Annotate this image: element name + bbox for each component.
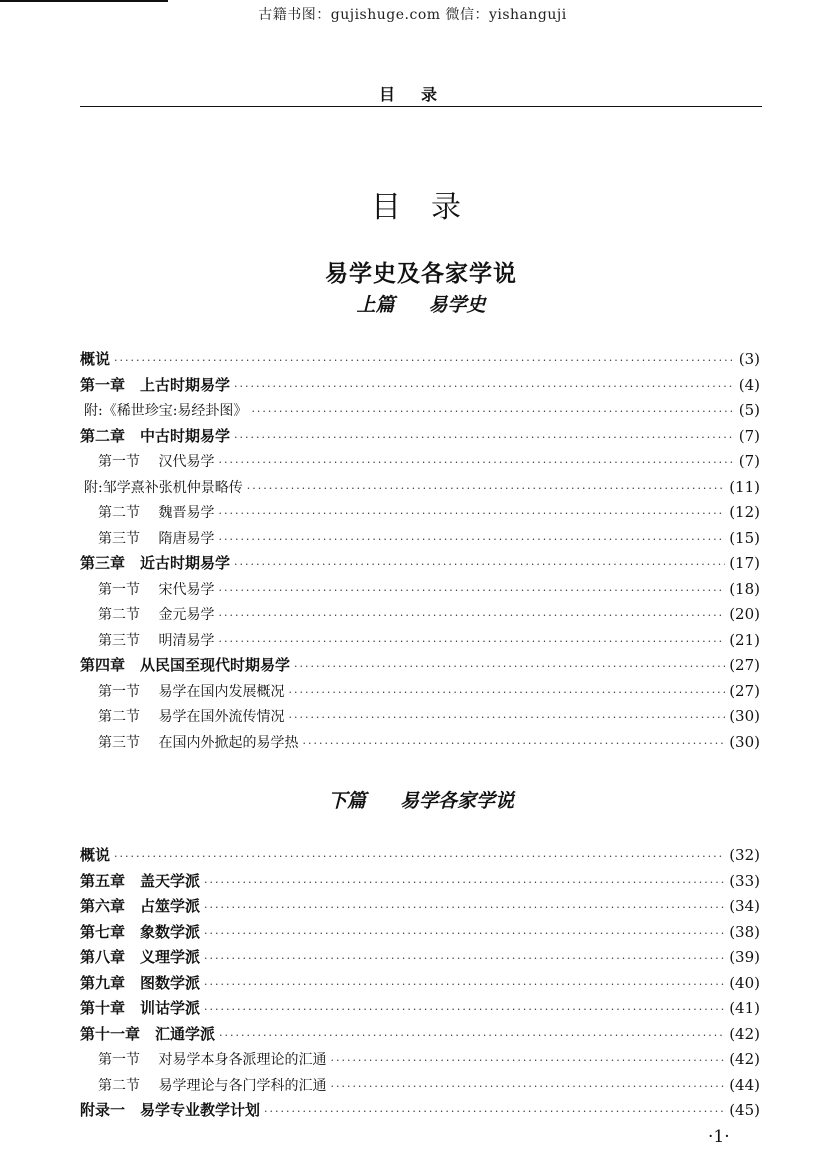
toc-entry-label: 概说 [80, 350, 111, 368]
dot-leader [288, 705, 725, 731]
toc-entry [80, 869, 760, 895]
toc-entry [80, 449, 760, 475]
toc-entry-page: (27) [729, 681, 760, 700]
toc-entry-page: (15) [729, 528, 760, 547]
top-edge-line [0, 0, 168, 2]
dot-leader [288, 680, 725, 706]
toc-entry [80, 628, 760, 654]
toc-entry-page: (42) [729, 1024, 760, 1043]
part2-name: 易学各家学说 [400, 790, 515, 812]
toc-part2 [80, 843, 760, 1124]
dot-leader [114, 348, 735, 374]
toc-entry [80, 996, 760, 1022]
dot-leader [264, 1099, 725, 1125]
toc-entry-label: 第一节 宋代易学 [98, 581, 215, 598]
toc-entry-page: (4) [738, 375, 760, 394]
part1-label: 上篇 [356, 294, 395, 316]
toc-entry-label: 第四章 从民国至现代时期易学 [80, 656, 291, 674]
toc-entry-label: 第二节 易学理论与各门学科的汇通 [98, 1077, 327, 1094]
toc-entry-label: 第二节 魏晋易学 [98, 505, 215, 521]
toc-entry-label: 第一章 上古时期易学 [80, 375, 231, 394]
part2-title [80, 786, 762, 813]
toc-entry-page: (44) [729, 1075, 760, 1094]
toc-entry [80, 971, 760, 997]
toc-entry-label: 第十章 训诂学派 [80, 999, 201, 1017]
dot-leader [218, 450, 734, 476]
toc-entry-label: 附:《稀世珍宝:易经卦图》 [84, 403, 248, 419]
toc-entry-label: 第九章 图数学派 [80, 973, 201, 992]
toc-entry-page: (17) [729, 554, 760, 572]
toc-entry-label: 第一节 汉代易学 [98, 454, 215, 470]
dot-leader [294, 654, 725, 680]
toc-entry-page: (34) [729, 897, 760, 915]
toc-entry [80, 347, 760, 373]
toc-entry-label: 第三节 在国内外掀起的易学热 [98, 734, 299, 751]
toc-entry [80, 602, 760, 628]
toc-entry-label: 第六章 占筮学派 [80, 897, 201, 915]
toc-entry-page: (39) [729, 948, 760, 966]
toc-entry [80, 679, 760, 705]
toc-entry-page: (30) [729, 732, 760, 751]
toc-entry [80, 1022, 760, 1048]
toc-entry-label: 第一节 对易学本身各派理论的汇通 [98, 1052, 327, 1068]
toc-entry-page: (30) [729, 707, 760, 725]
toc-part1 [80, 347, 760, 755]
dot-leader [330, 1048, 725, 1074]
toc-entry-page: (18) [729, 579, 760, 598]
toc-entry-page: (38) [729, 922, 760, 941]
header-rule [80, 106, 762, 107]
dot-leader [204, 972, 725, 998]
toc-entry-page: (45) [729, 1101, 760, 1119]
toc-entry-page: (20) [729, 605, 760, 623]
toc-entry-label: 概说 [80, 846, 111, 864]
page-number: ·1· [708, 1127, 730, 1147]
toc-entry [80, 945, 760, 971]
toc-entry-label: 第七章 象数学派 [80, 922, 201, 941]
toc-entry [80, 920, 760, 946]
toc-entry [80, 894, 760, 920]
dot-leader [204, 946, 725, 972]
dot-leader [302, 731, 725, 757]
toc-entry-label: 第三节 隋唐易学 [98, 530, 215, 547]
toc-entry-page: (42) [729, 1050, 760, 1068]
toc-entry-page: (32) [729, 846, 760, 864]
toc-entry-page: (12) [729, 503, 760, 521]
dot-leader [247, 476, 725, 502]
dot-leader [114, 844, 725, 870]
toc-entry-page: (33) [729, 871, 760, 890]
toc-entry-label: 第一节 易学在国内发展概况 [98, 683, 285, 700]
dot-leader [218, 629, 725, 655]
toc-entry-label: 第三节 明清易学 [98, 632, 215, 649]
running-head: 目录 [378, 85, 463, 104]
toc-entry-page: (27) [729, 656, 760, 674]
dot-leader [234, 374, 735, 400]
toc-entry-label: 附录一 易学专业教学计划 [80, 1101, 261, 1119]
dot-leader [251, 399, 734, 425]
toc-entry [80, 551, 760, 577]
toc-entry [80, 577, 760, 603]
toc-entry [80, 424, 760, 450]
part1-title [80, 290, 762, 317]
dot-leader [330, 1074, 725, 1100]
toc-entry-label: 第二章 中古时期易学 [80, 426, 231, 445]
toc-entry-label: 第二节 易学在国外流传情况 [98, 709, 285, 725]
toc-entry [80, 843, 760, 869]
dot-leader [204, 895, 725, 921]
toc-entry-page: (5) [738, 401, 760, 419]
toc-entry [80, 1047, 760, 1073]
page-title: 目录 [371, 190, 491, 225]
dot-leader [218, 578, 725, 604]
dot-leader [204, 870, 725, 896]
dot-leader [204, 997, 725, 1023]
part1-name: 易学史 [428, 294, 486, 316]
toc-entry-label: 第三章 近古时期易学 [80, 554, 231, 572]
toc-entry-label: 第二节 金元易学 [98, 607, 215, 623]
dot-leader [219, 1023, 725, 1049]
toc-entry-label: 附:邹学熹补张机仲景略传 [84, 479, 243, 496]
toc-entry-page: (21) [729, 630, 760, 649]
toc-entry-page: (11) [729, 477, 760, 496]
toc-entry-page: (3) [738, 350, 760, 368]
toc-entry [80, 1073, 760, 1099]
dot-leader [204, 921, 725, 947]
toc-entry-label: 第八章 义理学派 [80, 948, 201, 966]
toc-entry-page: (7) [738, 426, 760, 445]
toc-entry-label: 第十一章 汇通学派 [80, 1024, 216, 1043]
dot-leader [234, 425, 735, 451]
toc-entry-page: (7) [738, 452, 760, 470]
toc-entry [80, 704, 760, 730]
dot-leader [218, 527, 725, 553]
toc-entry-page: (41) [729, 999, 760, 1017]
toc-entry [80, 730, 760, 756]
toc-entry-page: (40) [729, 973, 760, 992]
dot-leader [234, 552, 725, 578]
toc-entry [80, 653, 760, 679]
toc-entry [80, 526, 760, 552]
toc-entry [80, 475, 760, 501]
toc-entry [80, 500, 760, 526]
toc-entry [80, 398, 760, 424]
toc-entry [80, 1098, 760, 1124]
dot-leader [218, 501, 725, 527]
section-title: 易学史及各家学说 [325, 260, 517, 287]
toc-entry-label: 第五章 盖天学派 [80, 871, 201, 890]
dot-leader [218, 603, 725, 629]
watermark-text: 古籍书图：gujishuge.com 微信：yishanguji [258, 7, 567, 23]
toc-entry [80, 373, 760, 399]
part2-label: 下篇 [327, 790, 366, 812]
